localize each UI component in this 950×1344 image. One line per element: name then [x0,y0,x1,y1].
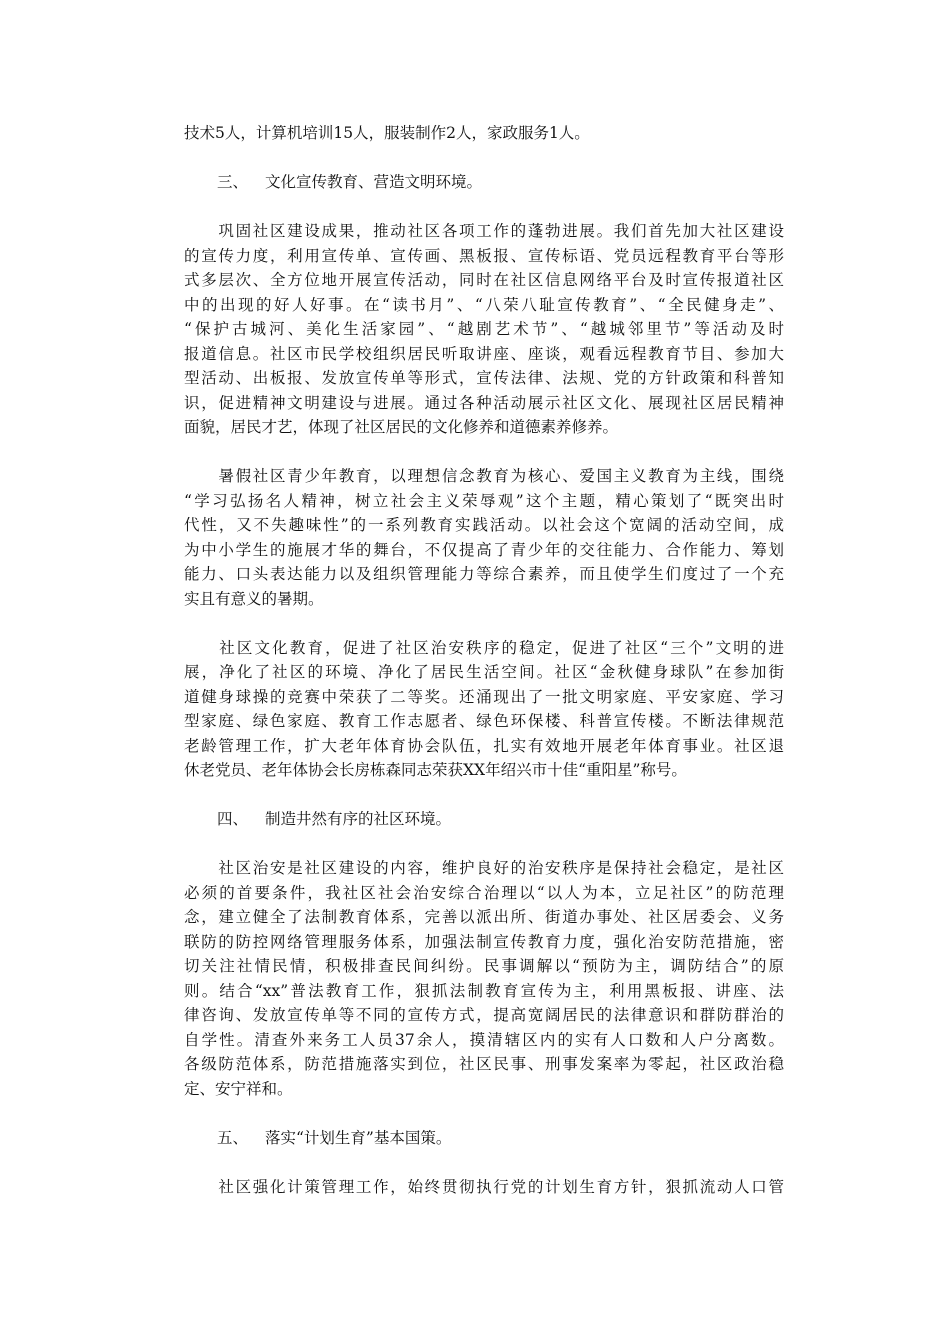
paragraph-line: “保护古城河、美化生活家园”、“越剧艺术节”、“越城邻里节”等活动及时 [184,320,784,338]
paragraph-line: 老龄管理工作，扩大老年体育协会队伍，扎实有效地开展老年体育事业。社区退 [184,736,784,755]
paragraph-line: 必须的首要条件，我社区社会治安综合治理以“以人为本，立足社区”的防范理 [184,883,784,902]
section-heading-line [184,170,784,195]
paragraph-line: 社区文化教育，促进了社区治安秩序的稳定，促进了社区“三个”文明的进 [184,638,784,657]
section-number: 五、 [217,1128,249,1147]
paragraph-line: 各级防范体系，防范措施落实到位，社区民事、刑事发案率为零起，社区政治稳 [184,1055,784,1073]
paragraph-line: 暑假社区青少年教育，以理想信念教育为核心、爱国主义教育为主线，围绕 [184,467,784,485]
paragraph [184,1175,784,1200]
paragraph [184,464,784,611]
section-heading-line [184,807,784,832]
paragraph-line: 联防的防控网络管理服务体系，加强法制宣传教育力度，强化治安防范措施，密 [184,932,784,951]
paragraph-line: 休老党员、老年体协会长房栋森同志荣获XX年绍兴市十佳“重阳星”称号。 [184,761,687,779]
section-title: 落实“计划生育”基本国策。 [265,1128,452,1147]
paragraph-line: 自学性。清查外来务工人员37余人，摸清辖区内的实有人口数和人户分离数。 [184,1030,784,1049]
section-heading-line [184,1126,784,1151]
section-heading [184,170,784,195]
paragraph-line: 展，净化了社区的环境、净化了居民生活空间。社区“金秋健身球队”在参加街 [184,663,784,681]
paragraph-line: 的宣传力度，利用宣传单、宣传画、黑板报、宣传标语、党员远程教育平台等形 [184,246,784,265]
paragraph-line: 型家庭、绿色家庭、教育工作志愿者、绿色环保楼、科普宣传楼。不断法律规范 [184,712,784,730]
paragraph-line: 式多层次、全方位地开展宣传活动，同时在社区信息网络平台及时宣传报道社区 [184,271,784,289]
document-body [184,121,784,1224]
paragraph-line: 识，促进精神文明建设与进展。通过各种活动展示社区文化、展现社区居民精神 [184,393,784,412]
paragraph-line: 能力、口头表达能力以及组织管理能力等综合素养，而且使学生们度过了一个充 [184,565,784,583]
paragraph [184,636,784,783]
paragraph-line: 中的出现的好人好事。在“读书月”、“八荣八耻宣传教育”、“全民健身走”、 [184,295,784,314]
paragraph-line: 切关注社情民情，积极排查民间纠纷。民事调解以“预防为主，调防结合”的原 [184,957,784,975]
paragraph-line: 代性，又不失趣味性”的一系列教育实践活动。以社会这个宽阔的活动空间，成 [184,516,784,534]
paragraph-line: 型活动、出板报、发放宣传单等形式，宣传法律、法规、党的方针政策和科普知 [184,369,784,387]
paragraph-line: 律咨询、发放宣传单等不同的宣传方式，提高宽阔居民的法律意识和群防群治的 [184,1006,784,1024]
section-number: 三、 [217,173,249,191]
paragraph [184,219,784,440]
paragraph-line: 为中小学生的施展才华的舞台，不仅提高了青少年的交往能力、合作能力、筹划 [184,540,784,559]
paragraph [184,856,784,1101]
paragraph-line: 社区治安是社区建设的内容，维护良好的治安秩序是保持社会稳定，是社区 [184,859,784,877]
paragraph-line: 面貌，居民才艺，体现了社区居民的文化修养和道德素养修养。 [184,418,619,436]
paragraph [184,121,784,146]
paragraph-line: 巩固社区建设成果，推动社区各项工作的蓬勃进展。我们首先加大社区建设 [184,222,784,240]
paragraph-line: 则。结合“xx”普法教育工作，狠抓法制教育宣传为主，利用黑板报、讲座、法 [184,981,784,1000]
section-title: 文化宣传教育、营造文明环境。 [265,173,483,191]
paragraph-line: 社区强化计策管理工作，始终贯彻执行党的计划生育方针，狠抓流动人口管 [184,1177,784,1196]
paragraph-line: 实且有意义的暑期。 [184,589,324,608]
paragraph-line: 念，建立健全了法制教育体系，完善以派出所、街道办事处、社区居委会、义务 [184,908,784,926]
paragraph-line: 报道信息。社区市民学校组织居民听取讲座、座谈，观看远程教育节目、参加大 [184,344,784,363]
paragraph-line: “学习弘扬名人精神，树立社会主义荣辱观”这个主题，精心策划了“既突出时 [184,491,784,510]
paragraph-line: 技术5人，计算机培训15人，服装制作2人，家政服务1人。 [184,124,590,142]
section-title: 制造井然有序的社区环境。 [265,810,452,828]
section-number: 四、 [217,810,249,828]
section-heading [184,1126,784,1151]
paragraph-line: 定、安宁祥和。 [184,1079,293,1098]
section-heading [184,807,784,832]
paragraph-line: 道健身球操的竞赛中荣获了二等奖。还涌现出了一批文明家庭、平安家庭、学习 [184,687,784,706]
